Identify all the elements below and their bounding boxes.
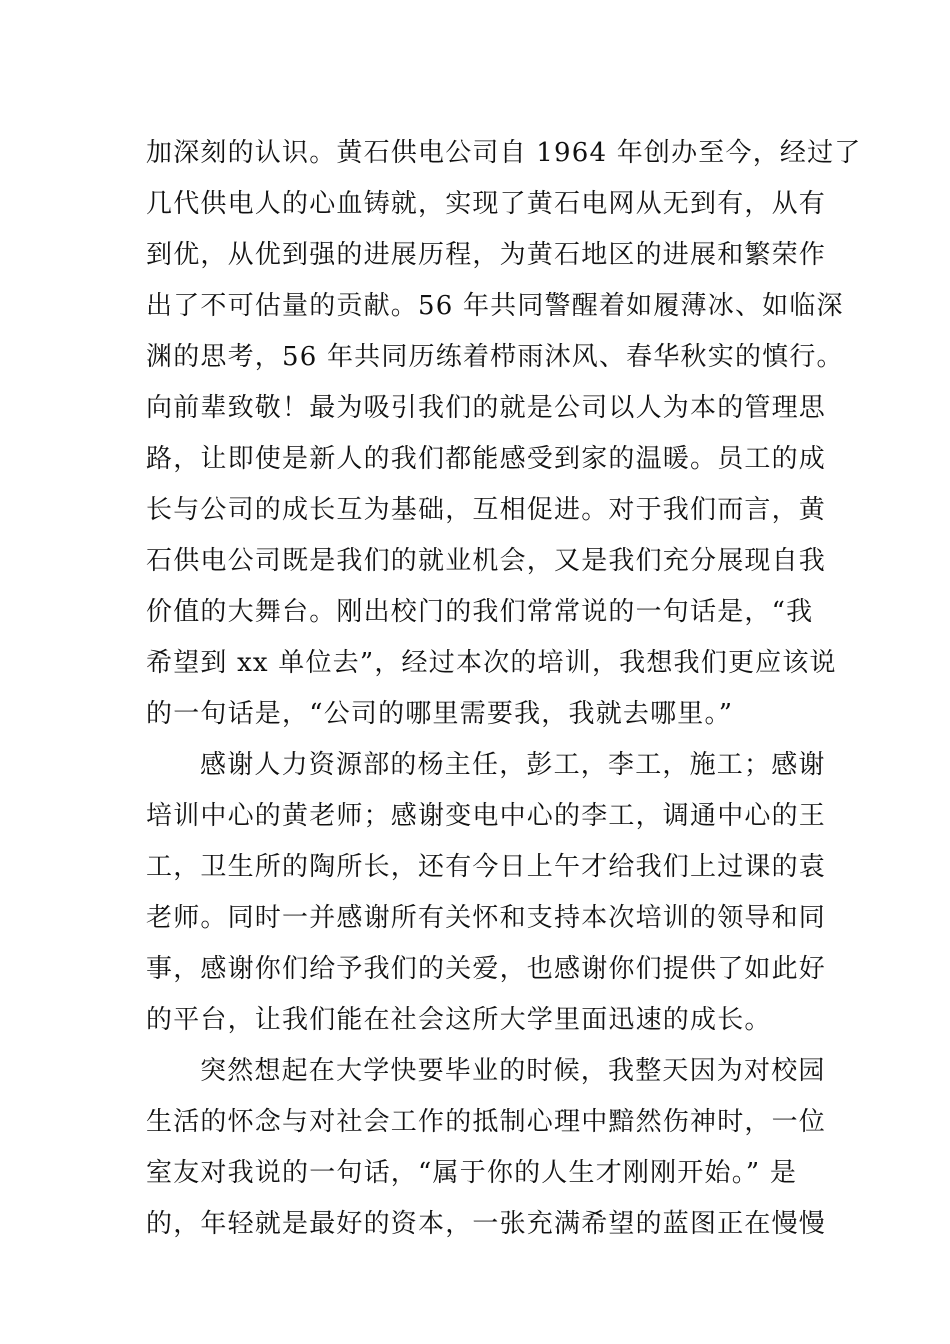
text-line: 路，让即使是新人的我们都能感受到家的温暖。员工的成 — [146, 444, 827, 474]
text-line: 培训中心的黄老师；感谢变电中心的李工，调通中心的王 — [146, 801, 827, 831]
text-line: 几代供电人的心血铸就，实现了黄石电网从无到有，从有 — [146, 189, 827, 219]
text-line: 价值的大舞台。刚出校门的我们常常说的一句话是，“我 — [146, 597, 814, 627]
text-line: 生活的怀念与对社会工作的抵制心理中黯然伤神时，一位 — [146, 1107, 827, 1137]
text-line: 室友对我说的一句话，“属于你的人生才刚刚开始。” 是 — [146, 1158, 798, 1188]
text-line: 的，年轻就是最好的资本，一张充满希望的蓝图正在慢慢 — [146, 1209, 827, 1239]
paragraph-start-line: 感谢人力资源部的杨主任，彭工，李工，施工；感谢 — [200, 750, 826, 780]
text-line: 加深刻的认识。黄石供电公司自 1964 年创办至今，经过了 — [146, 138, 862, 168]
paragraph-start-line: 突然想起在大学快要毕业的时候，我整天因为对校园 — [200, 1056, 826, 1086]
text-line: 希望到 xx 单位去”，经过本次的培训，我想我们更应该说 — [146, 648, 837, 678]
text-line: 渊的思考，56 年共同历练着栉雨沐风、春华秋实的慎行。 — [146, 342, 844, 372]
text-line: 的平台，让我们能在社会这所大学里面迅速的成长。 — [146, 1005, 772, 1035]
text-line: 到优，从优到强的进展历程，为黄石地区的进展和繁荣作 — [146, 240, 827, 270]
text-line: 出了不可估量的贡献。56 年共同警醒着如履薄冰、如临深 — [146, 291, 844, 321]
text-line: 事，感谢你们给予我们的关爱，也感谢你们提供了如此好 — [146, 954, 827, 984]
text-line: 石供电公司既是我们的就业机会，又是我们充分展现自我 — [146, 546, 827, 576]
text-line: 工，卫生所的陶所长，还有今日上午才给我们上过课的袁 — [146, 852, 827, 882]
body-text — [146, 128, 862, 1250]
text-line: 长与公司的成长互为基础，互相促进。对于我们而言，黄 — [146, 495, 827, 525]
text-line: 向前辈致敬！最为吸引我们的就是公司以人为本的管理思 — [146, 393, 827, 423]
text-line: 的一句话是，“公司的哪里需要我，我就去哪里。” — [146, 699, 734, 729]
text-line: 老师。同时一并感谢所有关怀和支持本次培训的领导和同 — [146, 903, 827, 933]
